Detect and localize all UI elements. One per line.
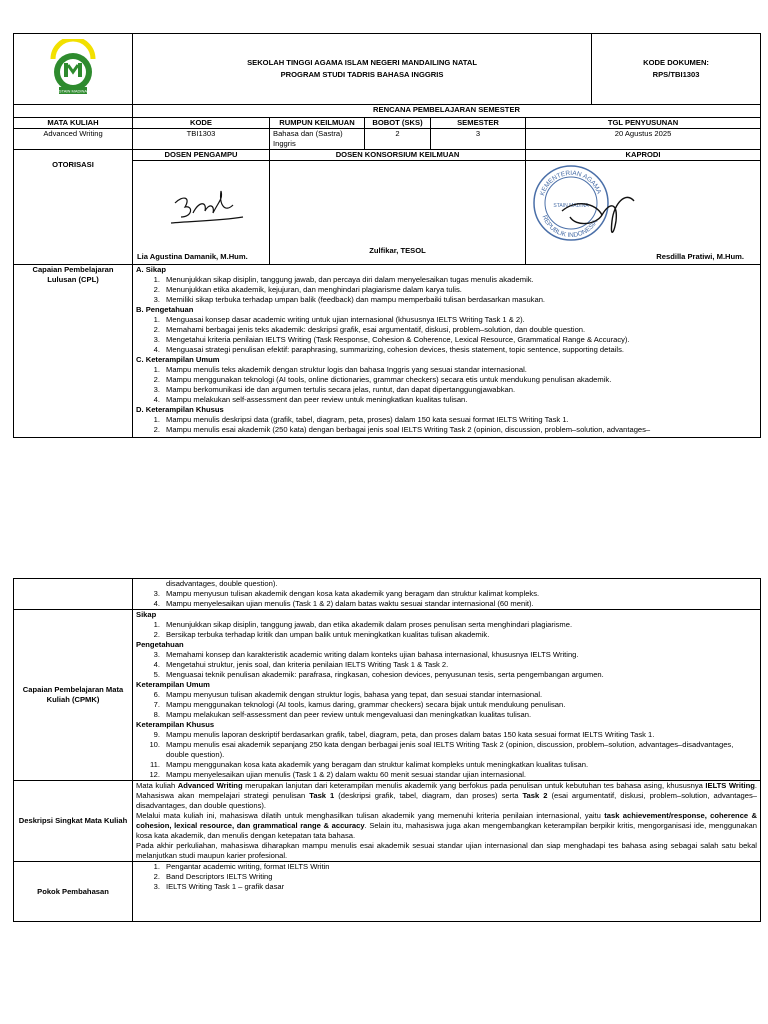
program-name: PROGRAM STUDI TADRIS BAHASA INGGRIS (280, 70, 444, 79)
cpl-label: Capaian Pembelajaran Lulusan (CPL) (14, 265, 133, 438)
deskripsi-content (133, 781, 761, 862)
svg-text:STAIN MADINA: STAIN MADINA (58, 88, 88, 93)
signature-kaprodi (556, 181, 646, 241)
deskripsi-paragraph-2: Melalui mata kuliah ini, mahasiswa dilatih untuk menghasilkan tulisan akademik yang memenuhi kriteria penilaian internasional, yaitu task achievement/response, coherence & cohesion, lexical resource, dan grammatical range & accuracy. Selain itu, mahasiswa juga akan mengembangkan keterampilan berpikir kritis, mengorganisasi ide, menggunakan kosa kata akademik, dan menulis dengan ketepatan tata bahasa. (136, 811, 757, 840)
col-header-rumpun: RUMPUN KEILMUAN (270, 118, 365, 129)
list-item: 4. Mampu melakukan self-assessment dan peer review untuk meningkatkan kualitas tulisan. (153, 395, 468, 404)
page-1 (13, 33, 760, 438)
course-sks: 2 (365, 129, 431, 150)
list-item: 4. Menguasai strategi penulisan efektif: paraphrasing, summarizing, cohesion devices, thesis statement, topic sentence, supporting details. (153, 345, 624, 354)
konsorsium-label: DOSEN KONSORSIUM KEILMUAN (270, 150, 526, 161)
list-item: 2. Menunjukkan etika akademik, kejujuran, dan menghindari plagiarisme dalam karya tulis. (153, 285, 462, 294)
pokok-content (133, 862, 761, 922)
list-item: 3. Mampu berkomunikasi ide dan argumen tertulis secara jelas, runtut, dan dapat dipertanggungjawabkan. (153, 385, 516, 394)
cpl-sikap-title: A. Sikap (136, 265, 166, 274)
list-item: 1. Pengantar academic writing, format IELTS Writin (153, 862, 330, 871)
list-item: 7. Mampu menggunakan teknologi (AI tools, kamus daring, grammar checkers) secara bijak untuk mendukung penulisan. (153, 700, 566, 709)
cpmk-content (133, 610, 761, 781)
otorisasi-label: OTORISASI (14, 150, 133, 265)
list-item: 1. Mampu menulis deskripsi data (grafik, tabel, diagram, peta, proses) dalam 150 kata sesuai format IELTS Writing Task 1. (153, 415, 569, 424)
dosen-pengampu-label: DOSEN PENGAMPU (133, 150, 270, 161)
list-item: 1. Menunjukkan sikap disiplin, tanggung jawab, dan percaya diri dalam menyelesaikan tugas menulis akademik. (153, 275, 534, 284)
cpmk-sikap-title: Sikap (136, 610, 157, 619)
cpl-umum-title: C. Keterampilan Umum (136, 355, 220, 364)
list-item: 2. Memahami berbagai jenis teks akademik: deskripsi grafik, esai argumentatif, diskusi, problem–solution, dan double question. (153, 325, 586, 334)
list-item: 11. Mampu menggunakan kosa kata akademik yang beragam dan struktur kalimat kompleks untuk meningkatkan kualitas tulisan. (150, 760, 589, 769)
course-semester: 3 (431, 129, 526, 150)
list-item: 1. Menunjukkan sikap disiplin, tanggung jawab, dan etika akademik dalam proses penulisan serta menghindari plagiarisme. (153, 620, 573, 629)
logo-cell (14, 34, 133, 105)
col-header-mata-kuliah: MATA KULIAH (14, 118, 133, 129)
list-item: 3. Mampu menyusun tulisan akademik dengan kosa kata akademik yang beragam dan struktur kalimat kompleks. (153, 589, 540, 598)
doc-code-cell (592, 34, 761, 105)
list-item: 2. Band Descriptors IELTS Writing (153, 872, 273, 881)
course-code: TBI1303 (133, 129, 270, 150)
institution-name: SEKOLAH TINGGI AGAMA ISLAM NEGERI MANDAILING NATAL (247, 58, 477, 67)
doc-code-label: KODE DOKUMEN: (643, 58, 709, 67)
content-table (13, 578, 761, 922)
kaprodi-name: Resdilla Pratiwi, M.Hum. (656, 252, 745, 261)
list-item: 3. Memahami konsep dan karakteristik academic writing dalam konteks ujian bahasa internasional, khususnya IELTS Writing. (153, 650, 579, 659)
list-item: 9. Mampu menulis laporan deskriptif berdasarkan grafik, tabel, diagram, peta, dan proses dalam batas 150 kata sesuai format IELTS Writing Task 1. (153, 730, 655, 739)
doc-code: RPS/TBI1303 (652, 70, 700, 79)
list-item: 8. Mampu melakukan self-assessment dan peer review untuk mengevaluasi dan meningkatkan kualitas tulisan. (153, 710, 532, 719)
col-header-bobot: BOBOT (SKS) (365, 118, 431, 129)
konsorsium-name: Zulfikar, TESOL (369, 246, 426, 255)
list-item: 4. Mampu menyelesaikan ujian menulis (Task 1 & 2) dalam batas waktu sesuai standar internasional (60 menit). (153, 599, 534, 608)
konsorsium-cell (270, 161, 526, 265)
header-table (13, 33, 761, 438)
course-name: Advanced Writing (14, 129, 133, 150)
rps-title: RENCANA PEMBELAJARAN SEMESTER (133, 105, 761, 118)
list-item: 3. Mengetahui kriteria penilaian IELTS Writing (Task Response, Cohesion & Coherence, Lexical Resource, Grammatical Range & Accuracy). (153, 335, 630, 344)
list-item: 2. Bersikap terbuka terhadap kritik dan umpan balik untuk meningkatkan kualitas tulisan akademik. (153, 630, 490, 639)
page-2 (13, 578, 760, 922)
list-item: 2. Mampu menggunakan teknologi (AI tools, online dictionaries, grammar checkers) secara etis untuk mendukung penulisan akademik. (153, 375, 612, 384)
list-item: 1. Mampu menulis teks akademik dengan struktur logis dan bahasa Inggris yang sesuai standar internasional. (153, 365, 527, 374)
course-rumpun: Bahasa dan (Sastra) Inggris (270, 129, 365, 150)
list-item: 3. Memiliki sikap terbuka terhadap umpan balik (feedback) dan mampu memperbaiki tulisan berdasarkan masukan. (153, 295, 546, 304)
cpmk-khusus-title: Keterampilan Khusus (136, 720, 215, 729)
deskripsi-paragraph-1: Mata kuliah Advanced Writing merupakan lanjutan dari keterampilan menulis akademik yang berfokus pada penulisan untuk kebutuhan tes bahasa asing, khususnya IELTS Writing. Mahasiswa akan mempelajari strategi penulisan Task 1 (deskripsi grafik, tabel, diagram, dan proses) serta Task 2 (esai argumentatif, diskusi, problem–solution, advantages–disadvantages, dan double questions). (136, 781, 758, 810)
col-header-semester: SEMESTER (431, 118, 526, 129)
kaprodi-label: KAPRODI (526, 150, 761, 161)
list-item: 3. IELTS Writing Task 1 – grafik dasar (153, 882, 285, 891)
svg-text:KEMENTERIAN AGAMA: KEMENTERIAN AGAMA (539, 169, 603, 197)
cpl-continued (133, 579, 761, 610)
list-item: disadvantages, double question). (166, 579, 278, 588)
list-item: 5. Menguasai teknik penulisan akademik: parafrasa, ringkasan, cohesion devices, penyusunan tesis, serta pengembangan argumen. (153, 670, 604, 679)
pokok-label: Pokok Pembahasan (14, 862, 133, 922)
cpmk-pengetahuan-title: Pengetahuan (136, 640, 184, 649)
list-item: 2. Mampu menulis esai akademik (250 kata) dengan berbagai jenis soal IELTS Writing Task 2 (opinion, discussion, problem–solution, advantages– (153, 425, 651, 434)
cpl-pengetahuan-title: B. Pengetahuan (136, 305, 194, 314)
dosen-pengampu-cell (133, 161, 270, 265)
list-item: 1. Menguasai konsep dasar academic writing untuk ujian internasional (khususnya IELTS Writing Task 1 & 2). (153, 315, 525, 324)
list-item: 6. Mampu menyusun tulisan akademik dengan struktur logis, bahasa yang tepat, dan sesuai standar internasional. (153, 690, 543, 699)
cpl-khusus-title: D. Keterampilan Khusus (136, 405, 224, 414)
cpl-content (133, 265, 761, 438)
signature-pengampu (163, 183, 253, 233)
col-header-kode: KODE (133, 118, 270, 129)
cpmk-umum-title: Keterampilan Umum (136, 680, 210, 689)
list-item: 4. Mengetahui struktur, jenis soal, dan kriteria penilaian IELTS Writing Task 1 & Task 2. (153, 660, 449, 669)
svg-text:REPUBLIK INDONESIA: REPUBLIK INDONESIA (540, 214, 600, 240)
deskripsi-label: Deskripsi Singkat Mata Kuliah (14, 781, 133, 862)
institution-cell (133, 34, 592, 105)
dosen-pengampu-name: Lia Agustina Damanik, M.Hum. (137, 252, 248, 261)
list-item: 10. Mampu menulis esai akademik sepanjang 250 kata dengan berbagai jenis soal IELTS Writing Task 2 (opinion, discussion, problem–solution, advantages–disadvantages, double question). (149, 740, 734, 759)
stain-madina-logo (45, 39, 101, 97)
course-date: 20 Agustus 2025 (526, 129, 761, 150)
svg-text:STAIN MADINA: STAIN MADINA (553, 203, 589, 209)
deskripsi-paragraph-3: Pada akhir perkuliahan, mahasiswa diharapkan mampu menulis esai akademik sesuai standar ujian internasional dan siap menghadapi tes bahasa asing sebagai salah satu bekal melanjutkan studi maupun karier profesional. (136, 841, 757, 860)
col-header-tgl: TGL PENYUSUNAN (526, 118, 761, 129)
list-item: 12. Mampu menyelesaikan ujian menulis (Task 1 & 2) dalam waktu 60 menit sesuai standar ujian internasional. (149, 770, 527, 779)
kaprodi-cell (526, 161, 761, 265)
cpmk-label: Capaian Pembelajaran Mata Kuliah (CPMK) (14, 610, 133, 781)
